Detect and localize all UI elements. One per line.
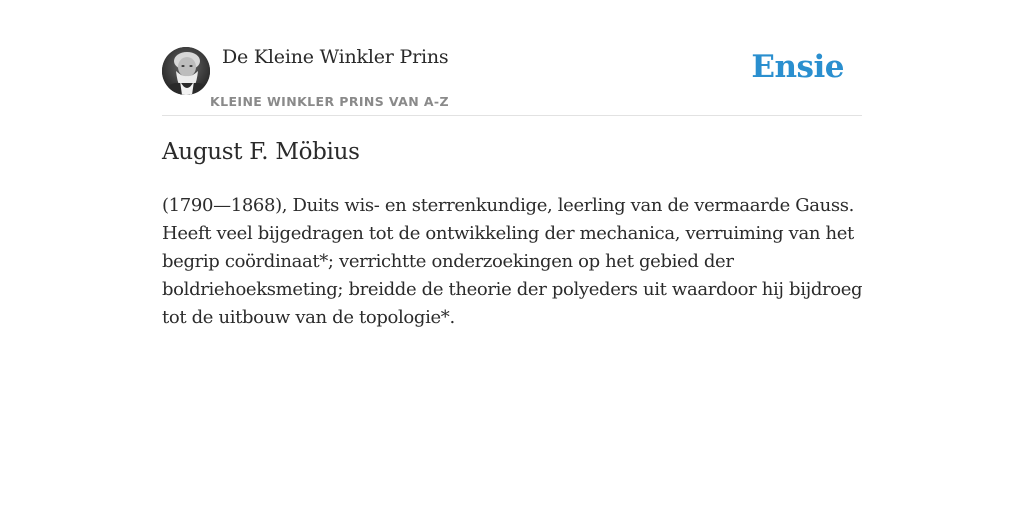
article-body-line: tot de uitbouw van de topologie*. (162, 307, 455, 328)
article-body-line: Heeft veel bijgedragen tot de ontwikkeling der mechanica, verruiming van het (162, 223, 854, 244)
article-body-line: boldriehoeksmeting; breidde de theorie der polyeders uit waardoor hij bijdroeg (162, 279, 863, 300)
book-subtitle-link[interactable]: KLEINE WINKLER PRINS VAN A-Z (210, 94, 449, 109)
bearded-man-portrait-icon (162, 47, 210, 95)
article-body-line: begrip coördinaat*; verrichtte onderzoekingen op het gebied der (162, 251, 734, 272)
book-title[interactable]: De Kleine Winkler Prins (222, 46, 449, 68)
article-title: August F. Möbius (162, 139, 360, 165)
article-body (162, 192, 862, 332)
page-header (162, 44, 862, 116)
ensie-logo[interactable]: Ensie (751, 49, 844, 85)
author-avatar[interactable] (162, 47, 210, 95)
article-body-line: (1790—1868), Duits wis- en sterrenkundige, leerling van de vermaarde Gauss. (162, 195, 855, 216)
